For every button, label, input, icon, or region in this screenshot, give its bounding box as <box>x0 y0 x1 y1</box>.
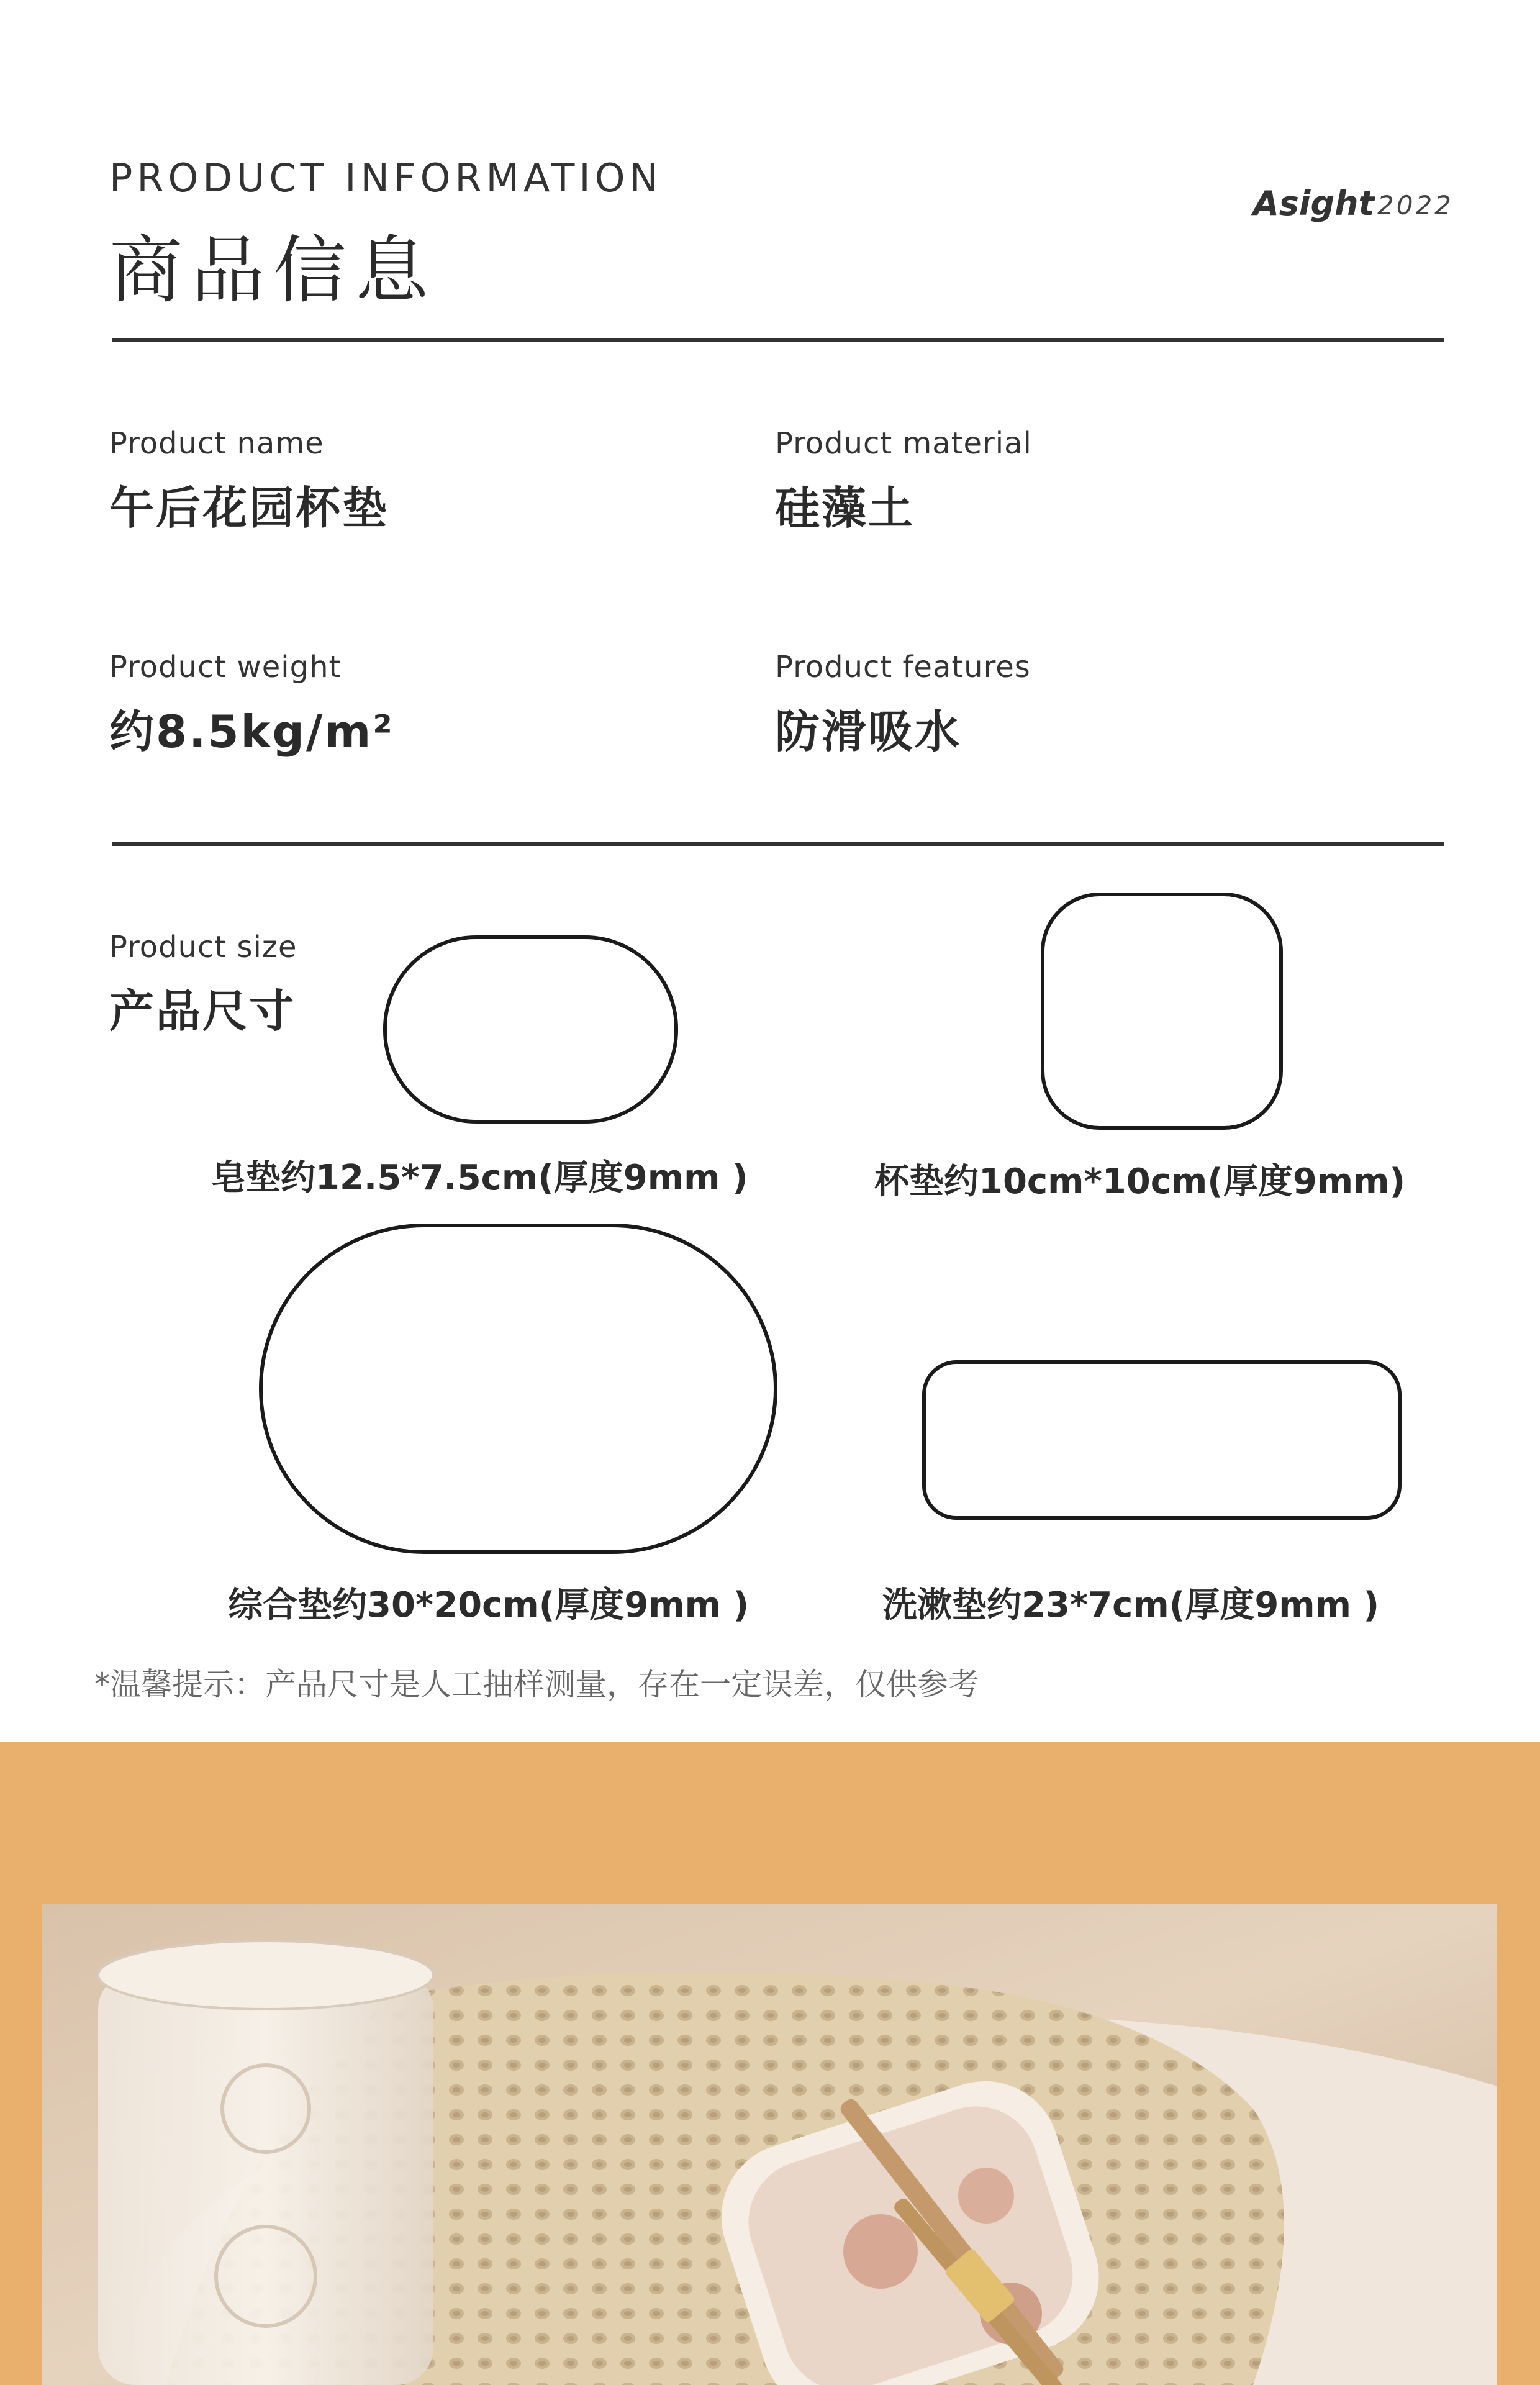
product-features-label: Product features <box>775 650 1031 684</box>
cup-mat-caption: 杯垫约10cm*10cm(厚度9mm) <box>874 1161 1406 1202</box>
divider-middle <box>112 842 1444 846</box>
section-title-en: PRODUCT INFORMATION <box>109 155 663 201</box>
combo-mat-caption: 综合垫约30*20cm(厚度9mm ) <box>228 1585 750 1625</box>
product-name-label: Product name <box>109 426 324 461</box>
product-photo <box>42 1904 1497 2385</box>
cup-mat-outline <box>1041 893 1283 1130</box>
wash-mat-outline <box>922 1360 1402 1520</box>
brand-year: 2022 <box>1377 190 1454 220</box>
product-size-title: 产品尺寸 <box>109 985 296 1037</box>
soap-mat-outline <box>383 935 678 1124</box>
product-features-value: 防滑吸水 <box>775 706 962 758</box>
product-weight-label: Product weight <box>109 650 342 684</box>
brand-logo: Asight <box>1253 184 1375 223</box>
disclaimer-note: *温馨提示：产品尺寸是人工抽样测量，存在一定误差，仅供参考 <box>94 1666 979 1702</box>
combo-mat-outline <box>259 1224 777 1554</box>
product-size-label: Product size <box>109 930 297 965</box>
wash-mat-caption: 洗漱垫约23*7cm(厚度9mm ) <box>882 1585 1380 1625</box>
soap-mat-caption: 皂垫约12.5*7.5cm(厚度9mm ) <box>211 1158 748 1198</box>
product-material-label: Product material <box>775 426 1032 461</box>
divider-top <box>112 338 1444 342</box>
product-material-value: 硅藻土 <box>775 482 915 534</box>
section-title-zh: 商品信息 <box>109 227 438 313</box>
product-weight-value: 约8.5kg/m² <box>109 706 394 758</box>
product-name-value: 午后花园杯垫 <box>109 482 389 534</box>
